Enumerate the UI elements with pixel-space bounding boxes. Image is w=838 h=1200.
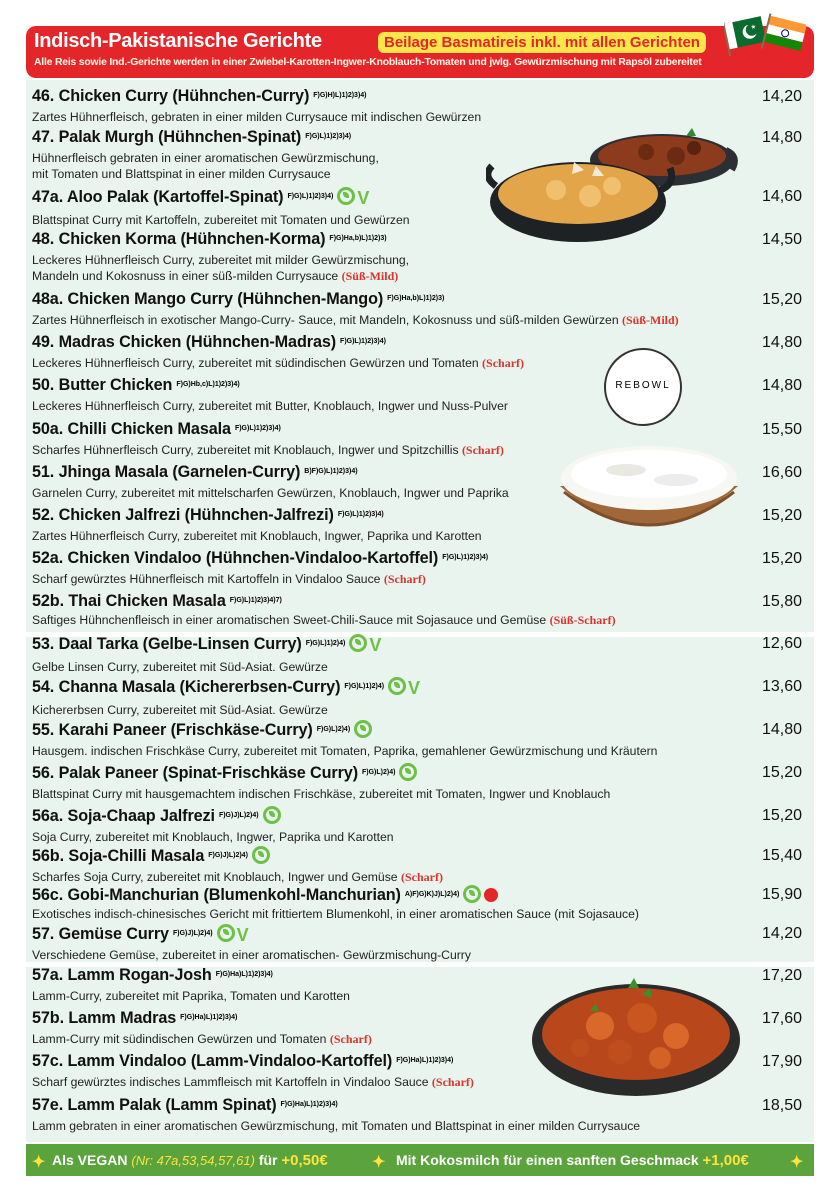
menu-item: [32, 506, 802, 544]
item-allergens: F)G)L)1)2)3)4): [340, 338, 386, 345]
vegan-surcharge: Als VEGAN (Nr: 47a,53,54,57,61) für +0,50€: [52, 1152, 328, 1169]
menu-item: [32, 128, 802, 182]
taste-tag: (Süß-Mild): [341, 269, 399, 283]
taste-tag: (Scharf): [383, 572, 426, 586]
item-allergens: F)G)J)L)2)4): [172, 930, 213, 937]
item-description: Zartes Hühnerfleisch Curry, zubereitet mit Knoblauch, Ingwer, Paprika und Karotten: [32, 529, 482, 543]
item-allergens: F)G)L)1)2)3)4): [234, 425, 281, 432]
item-name: 50. Butter Chicken: [32, 376, 173, 394]
item-price: 15,20: [761, 291, 802, 308]
item-price: 14,50: [761, 231, 802, 248]
item-price: 14,60: [761, 188, 802, 205]
item-description: Lamm gebraten in einer aromatischen Gewürzmischung, mit Tomaten und Blattspinat in einer milden Currysauce: [32, 1119, 641, 1133]
vegetarian-leaf-icon: [354, 720, 372, 738]
item-description: Scharfes Soja Curry, zubereitet mit Knoblauch, Ingwer und Gemüse (Scharf): [32, 870, 443, 884]
item-name: 57a. Lamm Rogan-Josh: [32, 966, 212, 984]
item-price: 15,80: [761, 593, 802, 610]
vegetarian-leaf-icon: [463, 885, 481, 903]
item-price: 16,60: [761, 464, 802, 481]
item-allergens: F)G)L)1)2)4): [344, 683, 385, 690]
item-name: 47. Palak Murgh (Hühnchen-Spinat): [32, 128, 302, 146]
item-name: 55. Karahi Paneer (Frischkäse-Curry): [32, 721, 313, 739]
item-description: Exotisches indisch-chinesisches Gericht mit frittiertem Blumenkohl, in einer aromatischen Sauce (mit Sojasauce): [32, 907, 639, 921]
preparation-note: Alle Reis sowie Ind.-Gerichte werden in einer Zwiebel-Karotten-Ingwer-Knoblauch-Tomaten und jwlg. Gewürzmischung mit Rapsöl zubereitet: [34, 57, 702, 68]
item-description-line2: Mandeln und Kokosnuss in einer süß-milden Currysauce (Süß-Mild): [32, 269, 399, 283]
vegetarian-leaf-icon: [399, 763, 417, 781]
item-price: 15,40: [761, 847, 802, 864]
menu-item: [32, 763, 802, 802]
item-price: 15,50: [761, 421, 802, 438]
menu-title: Indisch-Pakistanische Gerichte: [34, 30, 322, 52]
item-description: Leckeres Hühnerfleisch Curry, zubereitet mit milder Gewürzmischung,: [32, 253, 410, 267]
item-description: Verschiedene Gemüse, zubereitet in einer aromatischen- Gewürzmischung-Curry: [32, 948, 471, 962]
item-description: Lamm-Curry, zubereitet mit Paprika, Tomaten und Karotten: [32, 989, 350, 1003]
menu-item: [32, 463, 802, 501]
item-price: 18,50: [761, 1097, 802, 1114]
taste-tag: (Süß-Mild): [622, 313, 679, 327]
vegan-mark: V: [369, 635, 382, 655]
item-price: 17,90: [761, 1053, 802, 1070]
menu-item: [32, 677, 802, 718]
item-allergens: F)G)L)1)2)3)4): [287, 193, 334, 200]
taste-tag: (Scharf): [329, 1032, 372, 1046]
item-description: Soja Curry, zubereitet mit Knoblauch, Ingwer, Paprika und Karotten: [32, 830, 394, 844]
menu-item: [32, 549, 802, 587]
taste-tag: (Süß-Scharf): [549, 613, 616, 627]
kokos-price: +1,00€: [702, 1152, 749, 1169]
menu-item: [32, 87, 802, 125]
item-price: 15,20: [761, 550, 802, 567]
vegetarian-leaf-icon: [349, 634, 367, 652]
taste-tag: (Scharf): [400, 870, 443, 884]
taste-tag: (Scharf): [482, 356, 525, 370]
item-allergens: B)F)G)L)1)2)3)4): [304, 468, 358, 475]
vegetarian-leaf-icon: [337, 187, 355, 205]
item-allergens: A)F)G)K)J)L)2)4): [404, 891, 460, 898]
item-allergens: F)G)Ha)L)1)2)3)4): [396, 1057, 454, 1064]
menu-item: [32, 924, 802, 963]
item-description: Blattspinat Curry mit hausgemachtem indischen Frischkäse, zubereitet mit Tomaten, Ingwer und Knoblauch: [32, 787, 611, 801]
menu-item: [32, 885, 802, 922]
item-name: 48. Chicken Korma (Hühnchen-Korma): [32, 230, 326, 248]
item-price: 15,20: [761, 807, 802, 824]
taste-tag: (Scharf): [461, 443, 504, 457]
item-description: Scharf gewürztes Hühnerfleisch mit Kartoffeln in Vindaloo Sauce (Scharf): [32, 572, 426, 586]
item-price: 14,20: [761, 88, 802, 105]
item-name: 48a. Chicken Mango Curry (Hühnchen-Mango): [32, 290, 384, 308]
item-description: Saftiges Hühnchenfleisch in einer aromatischen Sweet-Chili-Sauce mit Sojasauce und Gemüse (Süß-Scharf): [32, 613, 616, 627]
item-allergens: F)G)Hb,c)L)1)2)3)4): [176, 381, 240, 388]
item-allergens: F)G)L)2)4): [362, 769, 396, 776]
star-icon: ✦: [32, 1154, 46, 1171]
item-name: 57b. Lamm Madras: [32, 1009, 177, 1027]
vegan-mark: V: [408, 678, 421, 698]
menu-item: [32, 1096, 802, 1134]
item-allergens: F)G)Ha)L)1)2)3)4): [280, 1101, 338, 1108]
item-name: 52. Chicken Jalfrezi (Hühnchen-Jalfrezi): [32, 506, 334, 524]
menu-header: [26, 26, 814, 78]
item-description: Leckeres Hühnerfleisch Curry, zubereitet mit Butter, Knoblauch, Ingwer und Nuss-Pulver: [32, 399, 508, 413]
item-name: 56b. Soja-Chilli Masala: [32, 847, 205, 865]
item-price: 15,20: [761, 507, 802, 524]
item-description: Zartes Hühnerfleisch, gebraten in einer milden Currysauce mit indischen Gewürzen: [32, 110, 482, 124]
vegan-price: +0,50€: [281, 1152, 328, 1169]
menu-item: [32, 230, 802, 284]
star-icon: ✦: [790, 1154, 804, 1171]
footer-banner: [26, 1144, 814, 1176]
item-price: 14,80: [761, 129, 802, 146]
item-name: 56c. Gobi-Manchurian (Blumenkohl-Manchurian): [32, 886, 401, 904]
item-price: 13,60: [761, 678, 802, 695]
vegetarian-leaf-icon: [263, 806, 281, 824]
item-description: Blattspinat Curry mit Kartoffeln, zubereitet mit Tomaten und Gewürzen: [32, 213, 410, 227]
menu-item: [32, 720, 802, 759]
item-name: 56a. Soja-Chaap Jalfrezi: [32, 807, 215, 825]
item-allergens: F)G)H)L)1)2)3)4): [313, 92, 367, 99]
item-name: 53. Daal Tarka (Gelbe-Linsen Curry): [32, 635, 302, 653]
item-name: 52a. Chicken Vindaloo (Hühnchen-Vindaloo-Kartoffel): [32, 549, 439, 567]
item-allergens: F)G)J)L)2)4): [208, 852, 248, 859]
star-icon: ✦: [372, 1154, 386, 1171]
item-price: 15,90: [761, 886, 802, 903]
new-badge-icon: [484, 888, 498, 902]
item-name: 57c. Lamm Vindaloo (Lamm-Vindaloo-Kartoffel): [32, 1052, 393, 1070]
item-description: Hausgem. indischen Frischkäse Curry, zubereitet mit Tomaten, Paprika, gemahlener Gewürzmischung und Kräutern: [32, 744, 658, 758]
menu-item: [32, 290, 802, 328]
item-description: Leckeres Hühnerfleisch Curry, zubereitet mit südindischen Gewürzen und Tomaten (Scharf): [32, 356, 525, 370]
menu-item: [32, 806, 802, 845]
item-allergens: F)G)L)1)2)3)4): [337, 511, 384, 518]
menu-item: [32, 187, 802, 228]
item-name: 46. Chicken Curry (Hühnchen-Curry): [32, 87, 310, 105]
vegan-mark: V: [357, 188, 370, 208]
beilage-banner: Beilage Basmatireis inkl. mit allen Gerichten: [378, 32, 706, 53]
item-description: Hühnerfleisch gebraten in einer aromatischen Gewürzmischung,: [32, 151, 379, 165]
item-name: 52b. Thai Chicken Masala: [32, 592, 226, 610]
item-allergens: F)G)Ha)L)1)2)3)4): [180, 1014, 238, 1021]
vegetarian-leaf-icon: [252, 846, 270, 864]
menu-item: [32, 420, 802, 458]
item-description-line2: mit Tomaten und Blattspinat in einer milden Currysauce: [32, 167, 331, 181]
item-price: 12,60: [761, 635, 802, 652]
vegetarian-leaf-icon: [388, 677, 406, 695]
menu-item: [32, 376, 802, 414]
menu-item: [32, 1009, 802, 1047]
vegan-mark: V: [236, 925, 249, 945]
item-description: Gelbe Linsen Curry, zubereitet mit Süd-Asiat. Gewürze: [32, 660, 328, 674]
item-allergens: F)G)Ha,b)L)1)2)3): [329, 235, 387, 242]
menu-item: [32, 846, 802, 885]
item-price: 17,60: [761, 1010, 802, 1027]
item-description: Scharfes Hühnerfleisch Curry, zubereitet mit Knoblauch, Ingwer und Spitzchillis (Scharf): [32, 443, 504, 457]
item-allergens: F)G)L)1)2)3)4): [305, 133, 352, 140]
menu-item: [32, 966, 802, 1004]
rebowl-logo: REBOWL: [604, 348, 682, 426]
vegetarian-leaf-icon: [217, 924, 235, 942]
flags-icon: [724, 12, 806, 56]
menu-item: [32, 592, 802, 628]
kokos-surcharge: Mit Kokosmilch für einen sanften Geschmack +1,00€: [396, 1152, 749, 1169]
item-allergens: F)G)L)2)4): [316, 726, 351, 733]
item-description: Scharf gewürztes indisches Lammfleisch mit Kartoffeln in Vindaloo Sauce (Scharf): [32, 1075, 474, 1089]
item-allergens: F)G)J)L)2)4): [218, 812, 259, 819]
taste-tag: (Scharf): [431, 1075, 474, 1089]
item-name: 57e. Lamm Palak (Lamm Spinat): [32, 1096, 277, 1114]
item-price: 14,80: [761, 721, 802, 738]
item-name: 56. Palak Paneer (Spinat-Frischkäse Curry): [32, 764, 358, 782]
item-allergens: F)G)L)1)2)4): [305, 640, 346, 647]
menu-item: [32, 1052, 802, 1090]
item-allergens: F)G)Ha,b)L)1)2)3): [387, 295, 445, 302]
vegan-numbers: (Nr: 47a,53,54,57,61): [131, 1153, 255, 1168]
item-allergens: F)G)Ha)L)1)2)3)4): [215, 971, 273, 978]
item-description: Zartes Hühnerfleisch in exotischer Mango-Curry- Sauce, mit Mandeln, Kokosnuss und süß-milden Gewürzen (Süß-Mild): [32, 313, 679, 327]
item-description: Garnelen Curry, zubereitet mit mittelscharfen Gewürzen, Knoblauch, Ingwer und Paprika: [32, 486, 509, 500]
item-name: 57. Gemüse Curry: [32, 925, 169, 943]
item-name: 49. Madras Chicken (Hühnchen-Madras): [32, 333, 337, 351]
menu-item: [32, 333, 802, 371]
item-name: 54. Channa Masala (Kichererbsen-Curry): [32, 678, 341, 696]
item-name: 51. Jhinga Masala (Garnelen-Curry): [32, 463, 301, 481]
item-price: 14,80: [761, 334, 802, 351]
menu-item: [32, 634, 802, 675]
item-price: 14,80: [761, 377, 802, 394]
item-name: 47a. Aloo Palak (Kartoffel-Spinat): [32, 188, 284, 206]
item-price: 17,20: [761, 967, 802, 984]
item-allergens: F)G)L)1)2)3)4)7): [229, 597, 282, 604]
item-description: Lamm-Curry mit südindischen Gewürzen und Tomaten (Scharf): [32, 1032, 372, 1046]
item-allergens: F)G)L)1)2)3)4): [442, 554, 489, 561]
item-description: Kichererbsen Curry, zubereitet mit Süd-Asiat. Gewürze: [32, 703, 328, 717]
item-name: 50a. Chilli Chicken Masala: [32, 420, 231, 438]
item-price: 15,20: [761, 764, 802, 781]
item-price: 14,20: [761, 925, 802, 942]
